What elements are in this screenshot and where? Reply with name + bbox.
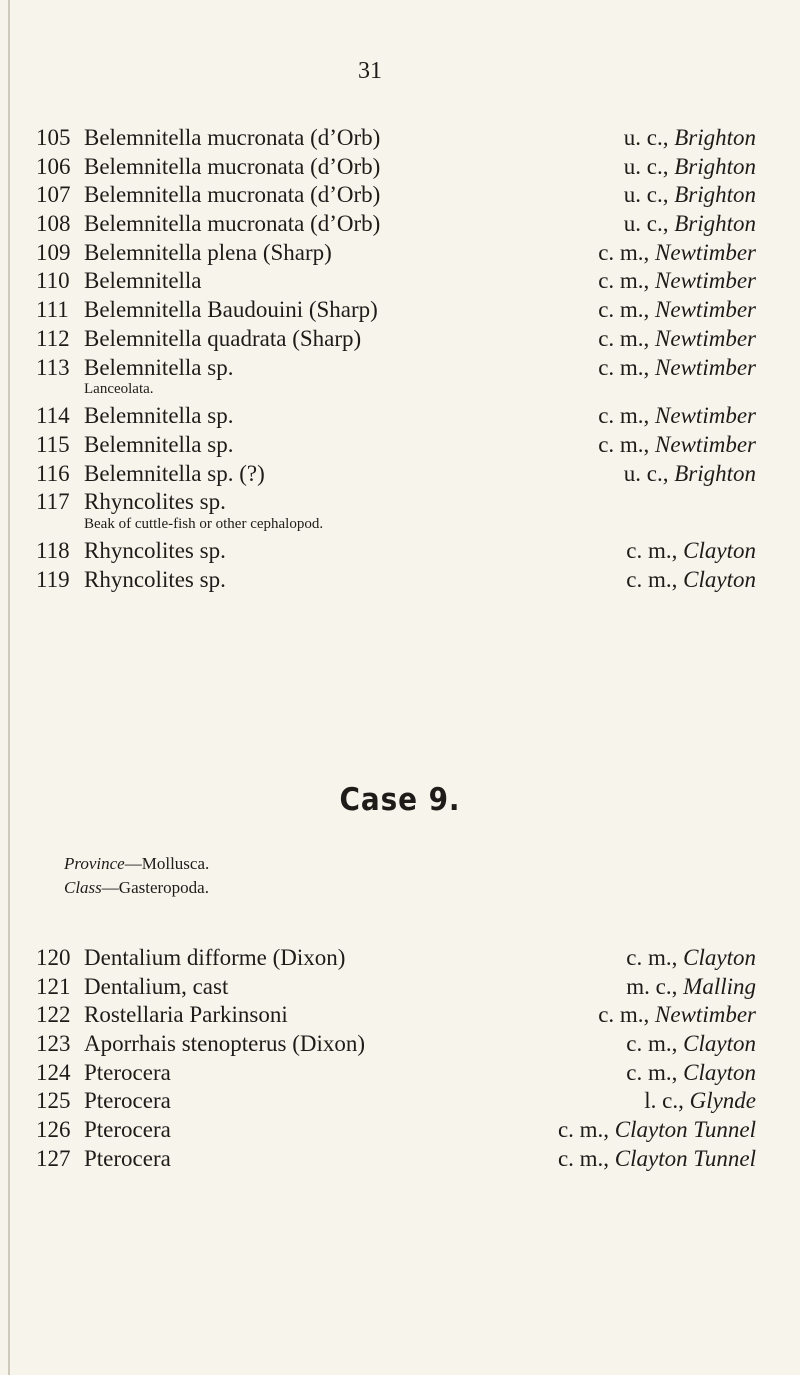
- entry-place: Newtimber: [655, 325, 756, 351]
- entry-place: Newtimber: [655, 403, 756, 429]
- entry-species: Dentalium difforme (Dixon): [84, 945, 346, 970]
- entry-stratum: u. c.,: [623, 125, 669, 150]
- entry-locality: [598, 354, 756, 383]
- entry-number: 116: [36, 460, 70, 486]
- entry-species: Belemnitella sp.: [84, 403, 234, 429]
- entry-species: Belemnitella mucronata (d’Orb): [84, 211, 381, 237]
- entry-species: Belemnitella sp. (?): [84, 460, 265, 486]
- entry-place: Glynde: [689, 1088, 756, 1114]
- catalogue-entry: [36, 296, 756, 325]
- entry-stratum: c. m.,: [598, 431, 650, 457]
- entry-place: Clayton: [683, 537, 756, 563]
- entry-species: Belemnitella quadrata (Sharp): [84, 325, 362, 351]
- entry-number: 115: [36, 431, 70, 457]
- catalogue-entry: [36, 1030, 756, 1059]
- entry-stratum: u. c.,: [623, 460, 669, 486]
- page-edge-shadow: [8, 0, 10, 1375]
- entry-locality: [624, 460, 756, 489]
- catalogue-entry: [36, 1116, 756, 1145]
- entry-species: Belemnitella mucronata (d’Orb): [84, 153, 381, 179]
- catalogue-entry: [36, 153, 756, 182]
- entry-species: Rhyncolites sp.: [84, 489, 226, 515]
- entry-stratum: u. c.,: [623, 153, 669, 179]
- entry-place: Brighton: [674, 182, 756, 208]
- case-heading: Case 9.: [339, 782, 461, 818]
- catalogue-entry: [36, 239, 756, 268]
- entry-stratum: c. m.,: [598, 403, 650, 429]
- entry-locality: [626, 944, 756, 973]
- entry-number: 123: [36, 1031, 71, 1057]
- entry-stratum: c. m.,: [626, 1059, 678, 1085]
- class-value: —Gasteropoda.: [101, 878, 209, 897]
- entry-species: Pterocera: [84, 1088, 171, 1114]
- entry-locality: [626, 1059, 756, 1088]
- entry-number: 113: [36, 354, 70, 380]
- entry-species: Rostellaria Parkinsoni: [84, 1002, 288, 1028]
- catalogue-entry: [36, 431, 756, 460]
- entry-species: Belemnitella mucronata (d’Orb): [84, 125, 381, 150]
- catalogue-entry: [36, 1145, 756, 1174]
- entry-stratum: c. m.,: [598, 1002, 650, 1028]
- entry-stratum: c. m.,: [626, 945, 678, 970]
- entry-stratum: u. c.,: [623, 182, 669, 208]
- entry-locality: [598, 1001, 756, 1030]
- catalogue-entry: [36, 566, 756, 595]
- entry-species: Pterocera: [84, 1145, 171, 1171]
- entry-number: 124: [36, 1059, 71, 1085]
- class-line: [64, 876, 209, 900]
- catalogue-entry: [36, 944, 756, 973]
- entry-locality: [558, 1145, 756, 1174]
- catalogue-entry: [36, 354, 756, 383]
- entry-place: Newtimber: [655, 354, 756, 380]
- catalogue-entry: [36, 1059, 756, 1088]
- catalogue-entry: [36, 181, 756, 210]
- entry-place: Brighton: [674, 460, 756, 486]
- entry-stratum: m. c.,: [626, 973, 678, 999]
- entry-number: 112: [36, 325, 70, 351]
- class-key: Class: [64, 878, 102, 897]
- entry-place: Brighton: [674, 211, 756, 237]
- entry-stratum: c. m.,: [626, 566, 678, 592]
- entry-stratum: c. m.,: [598, 268, 650, 294]
- entry-locality: [626, 1030, 756, 1059]
- entry-species: Pterocera: [84, 1059, 171, 1085]
- entry-number: 108: [36, 211, 71, 237]
- entry-place: Clayton Tunnel: [614, 1145, 756, 1171]
- entry-number: 105: [36, 125, 71, 150]
- entry-locality: [598, 267, 756, 296]
- entry-stratum: c. m.,: [557, 1117, 610, 1143]
- entry-place: Clayton: [683, 1031, 756, 1057]
- entry-stratum: u. c.,: [623, 211, 669, 237]
- entry-species: Aporrhais stenopterus (Dixon): [84, 1031, 366, 1057]
- entry-stratum: c. m.,: [626, 537, 678, 563]
- entry-number: 109: [36, 239, 71, 265]
- entry-number: 107: [36, 182, 71, 208]
- catalogue-entry: [36, 402, 756, 431]
- entry-place: Clayton: [683, 1059, 756, 1085]
- entry-stratum: c. m.,: [598, 297, 650, 323]
- entry-locality: [598, 325, 756, 354]
- entry-locality: [598, 296, 756, 325]
- province-line: [64, 852, 209, 876]
- entry-number: 121: [36, 973, 71, 999]
- catalogue-list-gasteropoda: [36, 944, 756, 1174]
- entry-number: 110: [36, 268, 70, 294]
- entry-species: Belemnitella sp.: [84, 354, 234, 380]
- catalogue-entry: [36, 210, 756, 239]
- catalogue-entry: [36, 460, 756, 489]
- entry-stratum: c. m.,: [598, 354, 650, 380]
- entry-species: Belemnitella Baudouini (Sharp): [84, 297, 378, 323]
- entry-species: Dentalium, cast: [84, 973, 229, 999]
- entry-locality: [626, 973, 756, 1002]
- entry-species: Belemnitella sp.: [84, 431, 234, 457]
- entry-number: 125: [36, 1088, 71, 1114]
- catalogue-list-belemnites: [36, 124, 756, 594]
- entry-species: Pterocera: [84, 1117, 171, 1143]
- catalogue-entry: [36, 973, 756, 1002]
- entry-locality: [624, 124, 756, 153]
- entry-locality: [644, 1087, 756, 1116]
- entry-number: 117: [36, 489, 70, 515]
- entry-note: Lanceolata.: [84, 381, 154, 398]
- entry-stratum: c. m.,: [557, 1145, 610, 1171]
- entry-species: Belemnitella: [84, 268, 202, 294]
- entry-species: Rhyncolites sp.: [84, 537, 226, 563]
- entry-number: 114: [36, 403, 70, 429]
- entry-place: Clayton Tunnel: [614, 1117, 756, 1143]
- entry-locality: [626, 537, 756, 566]
- entry-number: 120: [36, 945, 71, 970]
- entry-locality: [624, 153, 756, 182]
- entry-place: Brighton: [674, 153, 756, 179]
- entry-locality: [626, 566, 756, 595]
- catalogue-entry: [36, 488, 756, 517]
- entry-stratum: c. m.,: [598, 325, 650, 351]
- catalogue-entry: [36, 1087, 756, 1116]
- catalogue-entry: [36, 124, 756, 153]
- entry-number: 118: [36, 537, 70, 563]
- entry-locality: [598, 431, 756, 460]
- entry-species: Belemnitella mucronata (d’Orb): [84, 182, 381, 208]
- entry-locality: [624, 210, 756, 239]
- entry-place: Newtimber: [655, 1002, 756, 1028]
- catalogue-entry: [36, 1001, 756, 1030]
- catalogue-entry: [36, 325, 756, 354]
- entry-stratum: l. c.,: [644, 1088, 684, 1114]
- entry-number: 127: [36, 1145, 71, 1171]
- entry-place: Clayton: [683, 945, 756, 970]
- entry-species: Rhyncolites sp.: [84, 566, 226, 592]
- entry-note: Beak of cuttle-fish or other cephalopod.: [84, 515, 324, 532]
- entry-number: 111: [36, 297, 69, 323]
- entry-number: 106: [36, 153, 71, 179]
- entry-stratum: c. m.,: [626, 1031, 678, 1057]
- entry-locality: [558, 1116, 756, 1145]
- entry-locality: [598, 402, 756, 431]
- entry-place: Newtimber: [655, 431, 756, 457]
- entry-place: Malling: [683, 973, 756, 999]
- entry-place: Brighton: [674, 125, 756, 150]
- entry-locality: [598, 239, 756, 268]
- entry-number: 126: [36, 1117, 71, 1143]
- entry-place: Newtimber: [655, 268, 756, 294]
- entry-stratum: c. m.,: [598, 239, 650, 265]
- entry-place: Newtimber: [655, 239, 756, 265]
- entry-place: Clayton: [683, 566, 756, 592]
- entry-locality: [624, 181, 756, 210]
- page-number: 31: [358, 58, 382, 84]
- catalogue-entry: [36, 267, 756, 296]
- province-key: Province: [64, 854, 125, 873]
- entry-number: 119: [36, 566, 70, 592]
- entry-number: 122: [36, 1002, 71, 1028]
- entry-species: Belemnitella plena (Sharp): [84, 239, 332, 265]
- entry-place: Newtimber: [655, 297, 756, 323]
- province-value: —Mollusca.: [124, 854, 210, 873]
- catalogue-entry: [36, 537, 756, 566]
